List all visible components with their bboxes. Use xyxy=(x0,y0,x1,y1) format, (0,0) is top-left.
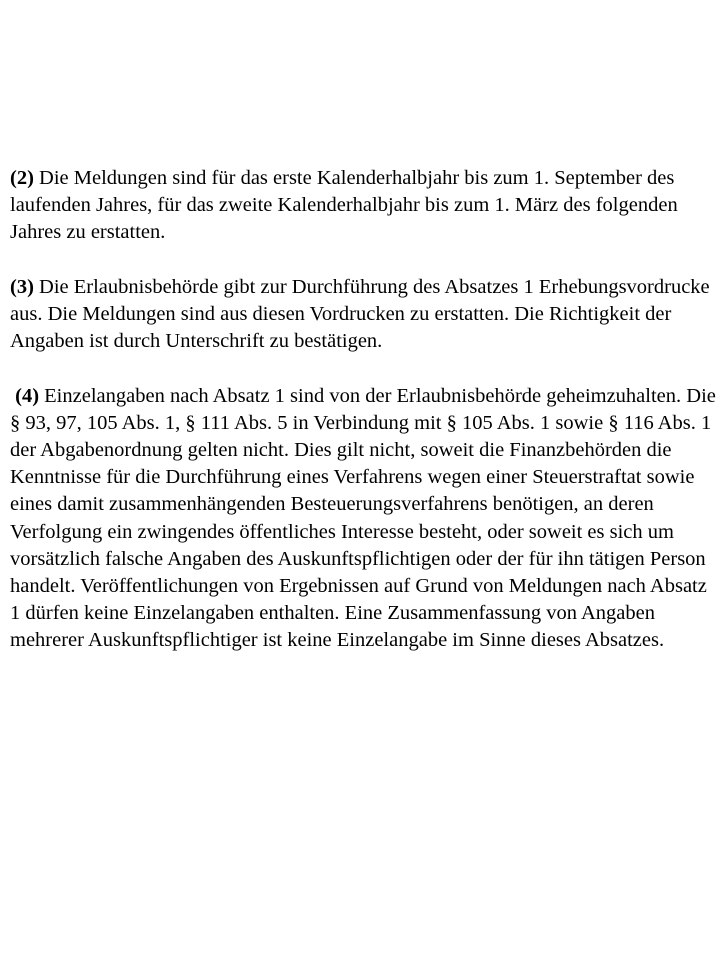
paragraph-spacer xyxy=(10,355,716,382)
paragraph-2 xyxy=(10,165,716,247)
paragraph-spacer xyxy=(10,247,716,274)
paragraph-3 xyxy=(10,274,716,356)
paragraph-number: (3) xyxy=(10,275,34,298)
paragraph-text: Die Erlaubnisbehörde gibt zur Durchführung des Absatzes 1 Erhebungsvordrucke aus. Die Meldungen sind aus diesen Vordrucken zu erstatten. Die Richtigkeit der Angaben ist durch Unterschrift zu bestätigen. xyxy=(10,275,710,353)
paragraph-number: (4) xyxy=(15,384,40,407)
paragraph-4 xyxy=(10,383,716,655)
paragraph-number: (2) xyxy=(10,167,34,189)
paragraph-text: Einzelangaben nach Absatz 1 sind von der Erlaubnisbehörde geheimzuhalten. Die § 93, 97, 105 Abs. 1, § 111 Abs. 5 in Verbindung mit § 105 Abs. 1 sowie § 116 Abs. 1 der Abgabenordnung gelten nicht. Dies gilt nicht, soweit die Finanzbehörden die Kenntnisse für die Durchführung eines Verfahrens wegen einer Steuerstraftat sowie eines damit zusammenhängenden Besteuerungsverfahrens benötigen, an deren Verfolgung ein zwingendes öffentliches Interesse besteht, oder soweit es sich um vorsätzlich falsche Angaben des Auskunftspflichtigen oder der für ihn tätigen Person handelt. Veröffentlichungen von Ergebnissen auf Grund von Meldungen nach Absatz 1 dürfen keine Einzelangaben enthalten. Eine Zusammenfassung von Angaben mehrerer Auskunftspflichtiger ist keine Einzelangabe im Sinne dieses Absatzes. xyxy=(10,384,716,652)
paragraph-text: Die Meldungen sind für das erste Kalenderhalbjahr bis zum 1. September des laufenden Jahres, für das zweite Kalenderhalbjahr bis zum 1. März des folgenden Jahres zu erstatten. xyxy=(10,167,678,244)
document-body xyxy=(10,165,716,655)
